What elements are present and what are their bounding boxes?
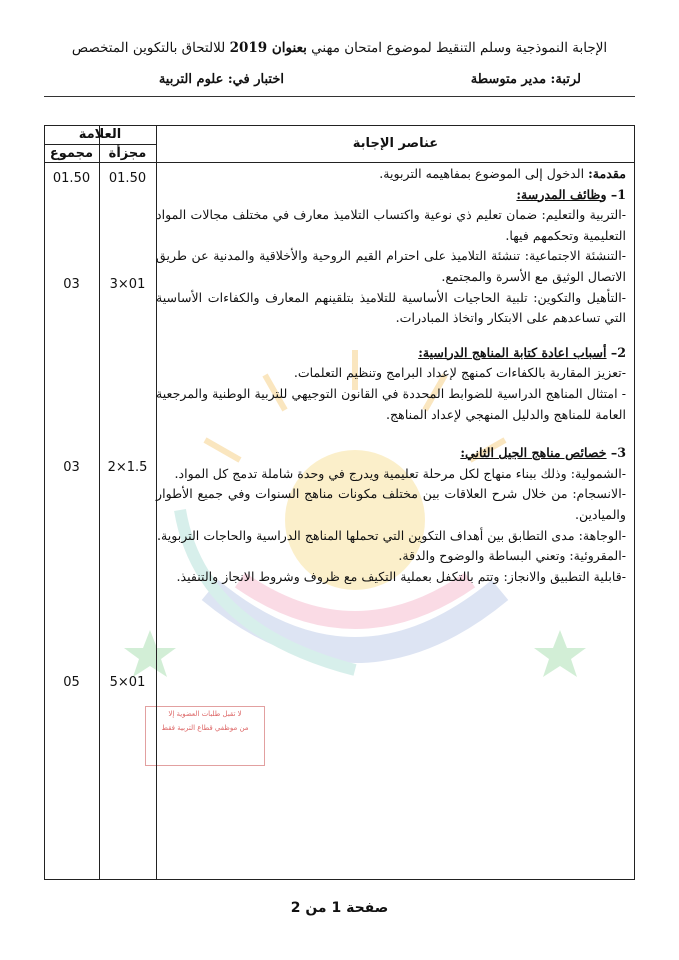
rank-label: لرتبة: مدير متوسطة [470,72,581,87]
header-row-divider [44,162,635,163]
list-item: -المقروئية: وتعني البساطة والوضوح والدقة. [398,548,626,564]
document-title: الإجابة النموذجية وسلم التنقيط لموضوع امتحان مهني بعنوان 2019 للالتحاق بالتكوين المتخصص [71,40,608,56]
partial-column-header: مجزأة [108,146,147,161]
total-score: 03 [63,277,80,292]
list-item: -تعزيز المقاربة بالكفاءات كمنهج لإعداد البرامج وتنظيم التعلمات. [293,365,626,381]
total-column-header: مجموع [49,146,94,161]
col-divider-total [99,125,100,880]
total-score: 05 [63,675,80,690]
list-item: -التأهيل والتكوين: تلبية الحاجيات الأساسية للتلاميذ بتلقينهم المعارف والكفاءات الأساسية التي تساعدهم على الابتكار واتخاذ المبادرات. [156,289,626,326]
list-item: - امتثال المناهج الدراسية للضوابط المحددة في القانون التوجيهي للتربية الوطنية والمرجعية العامة للمناهج والدليل المنهجي لإعداد المناهج. [156,385,626,422]
partial-score: 2×1.5 [107,460,148,475]
section-heading: 2– أسباب اعادة كتابة المناهج الدراسية: [418,344,626,360]
list-item: -الشمولية: وذلك ببناء منهاج لكل مرحلة تعليمية ويدرج في وحدة شاملة تدمج كل المواد. [174,465,626,481]
partial-score: 01.50 [108,171,147,186]
exam-subject-label: اختبار في: علوم التربية [158,72,284,87]
score-header-divider [44,144,156,145]
intro-paragraph: مقدمة: الدخول إلى الموضوع بمفاهيمه التربوية. [379,166,626,181]
section-heading: 3– خصائص مناهج الجيل الثاني: [460,445,626,461]
answer-elements [156,164,626,587]
list-item: -الانسجام: من خلال شرح العلاقات بين مختلف مكونات مناهج السنوات وفي جميع الأطوار والميادين. [156,486,626,522]
total-score: 03 [63,460,80,475]
answer-column-header: عناصر الإجابة [352,136,439,151]
header-divider [44,96,635,97]
list-item: -الوجاهة: مدى التطابق بين أهداف التكوين التي تحملها المناهج الدراسية والحاجات التربوية. [156,527,626,543]
watermark-stamp: لا تقبل طلبات العضوية إلا من موظفي قطاع التربية فقط [145,706,265,766]
list-item: -قابلية التطبيق والانجاز: وتتم بالتكفل بعملية التكيف مع ظروف وشروط الانجاز والتنفيذ. [176,568,626,584]
list-item: -التربية والتعليم: ضمان تعليم ذي نوعية واكتساب التلاميذ معارف في مختلف مجالات المواد التعليمية وتحكمهم فيها. [156,207,626,243]
section-heading: 1– وظائف المدرسة: [516,186,626,202]
score-column-header: العلامة [78,127,122,142]
list-item: -التنشئة الاجتماعية: تنشئة التلاميذ على احترام القيم الروحية والأخلاقية والمدنية عن طريق الاتصال الوثيق مع الأسرة والمجتمع. [156,248,626,284]
partial-score: 5×01 [109,675,146,690]
partial-score: 3×01 [109,277,146,292]
document-subtitle [40,72,639,92]
total-score: 01.50 [52,171,91,186]
page-number: صفحة 1 من 2 [290,900,389,916]
